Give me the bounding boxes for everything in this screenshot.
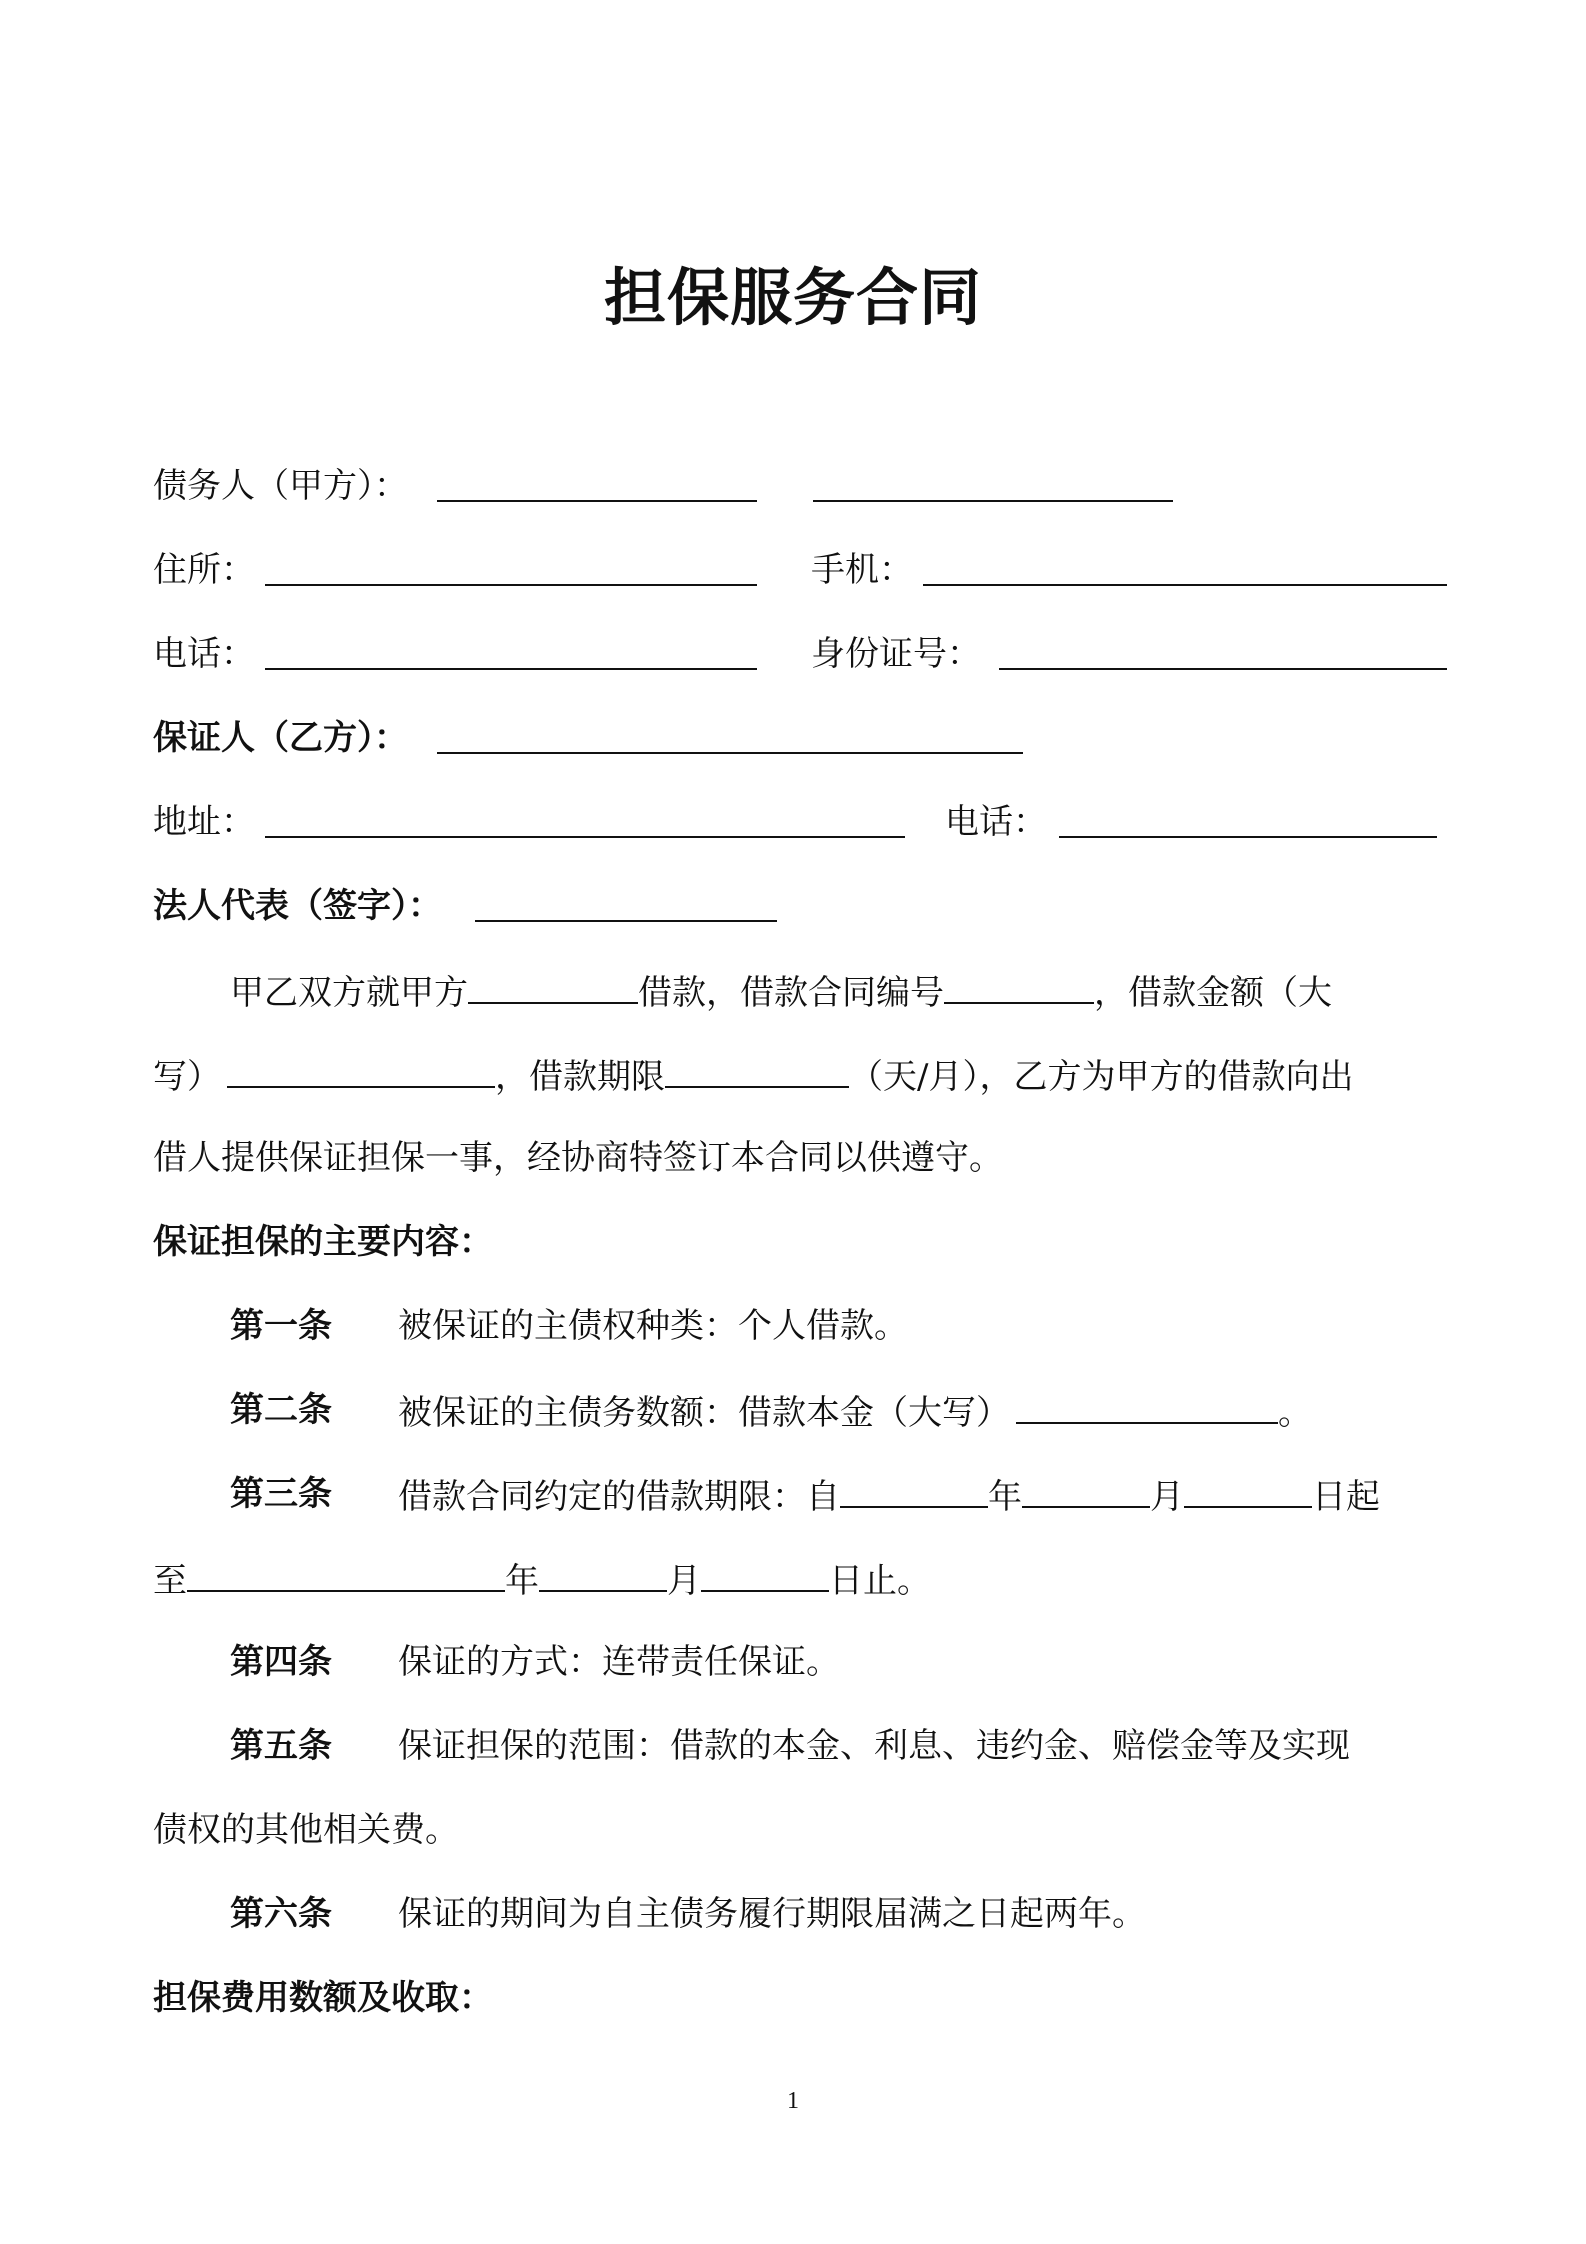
phone-label: 电话： [153, 634, 255, 674]
article-2 [230, 1382, 1450, 1438]
article-2-text: 被保证的主债务数额：借款本金（大写） [398, 1393, 1010, 1433]
guarantor-label: 保证人（乙方）： [153, 718, 408, 758]
end-year-blank[interactable] [187, 1550, 505, 1592]
debtor-name-field[interactable] [437, 458, 757, 502]
legal-rep-label: 法人代表（签字）： [153, 886, 442, 926]
article-3-text: 借款合同约定的借款期限：自 [398, 1477, 840, 1517]
legal-rep-signature-field[interactable] [475, 878, 777, 922]
article-6-text: 保证的期间为自主债务履行期限届满之日起两年。 [398, 1894, 1146, 1934]
article-6 [230, 1886, 1450, 1942]
id-number-field[interactable] [999, 626, 1447, 670]
end-month-blank[interactable] [539, 1550, 667, 1592]
month-label: 月 [1150, 1477, 1184, 1517]
phone-row [153, 626, 1453, 682]
section-heading-fees: 担保费用数额及收取： [153, 1978, 493, 2018]
article-2-number: 第二条 [230, 1390, 332, 1430]
debtor-label: 债务人（甲方）： [153, 466, 408, 506]
article-1-number: 第一条 [230, 1306, 332, 1346]
intro-line-2 [153, 1046, 1453, 1102]
intro-text-2: 借款，借款合同编号 [638, 973, 944, 1013]
article-5-number: 第五条 [230, 1726, 332, 1766]
intro-text-1: 甲乙双方就甲方 [230, 973, 468, 1013]
to-label: 至 [153, 1561, 187, 1601]
intro-line-1 [230, 962, 1450, 1018]
year-label-2: 年 [505, 1561, 539, 1601]
article-4 [230, 1634, 1450, 1690]
debtor-row [153, 458, 1453, 514]
address-label: 住所： [153, 550, 255, 590]
address-field[interactable] [265, 542, 757, 586]
intro-text-5: ，借款期限 [495, 1057, 665, 1097]
id-number-label: 身份证号： [811, 634, 981, 674]
page-number: 1 [787, 2088, 799, 2114]
intro-text-4: 写） [153, 1057, 221, 1097]
article-3 [230, 1466, 1450, 1522]
borrower-blank[interactable] [468, 962, 638, 1004]
mobile-label: 手机： [811, 550, 913, 590]
start-year-blank[interactable] [840, 1466, 988, 1508]
end-day-blank[interactable] [701, 1550, 829, 1592]
guarantor-name-field[interactable] [437, 710, 1023, 754]
section-heading-main-content: 保证担保的主要内容： [153, 1222, 493, 1262]
phone-field[interactable] [265, 626, 757, 670]
guarantor-phone-field[interactable] [1059, 794, 1437, 838]
article-5 [230, 1718, 1450, 1774]
article-6-number: 第六条 [230, 1894, 332, 1934]
address-row [153, 542, 1453, 598]
article-2-end: 。 [1278, 1393, 1312, 1433]
contract-number-blank[interactable] [944, 962, 1094, 1004]
start-day-blank[interactable] [1184, 1466, 1312, 1508]
mobile-field[interactable] [923, 542, 1447, 586]
article-4-number: 第四条 [230, 1642, 332, 1682]
article-1-text: 被保证的主债权种类：个人借款。 [398, 1306, 908, 1346]
article-1 [230, 1298, 1450, 1354]
intro-line-3: 借人提供保证担保一事，经协商特签订本合同以供遵守。 [153, 1138, 1003, 1178]
page-title: 担保服务合同 [603, 261, 982, 334]
debtor-extra-field[interactable] [813, 458, 1173, 502]
article-5-continuation: 债权的其他相关费。 [153, 1810, 459, 1850]
loan-amount-blank[interactable] [227, 1046, 495, 1088]
intro-text-3: ，借款金额（大 [1094, 973, 1332, 1013]
day-label: 日起 [1312, 1477, 1380, 1517]
intro-text-6: （天/月），乙方为甲方的借款向出 [849, 1057, 1354, 1097]
guarantor-phone-label: 电话： [945, 802, 1047, 842]
article-5-text: 保证担保的范围：借款的本金、利息、违约金、赔偿金等及实现 [398, 1726, 1350, 1766]
guarantor-address-row [153, 794, 1453, 850]
year-label: 年 [988, 1477, 1022, 1517]
article-3-line-2 [153, 1550, 1453, 1606]
guarantor-row [153, 710, 1453, 766]
article-4-text: 保证的方式：连带责任保证。 [398, 1642, 840, 1682]
legal-rep-row [153, 878, 1453, 934]
month-label-2: 月 [667, 1561, 701, 1601]
guarantor-address-field[interactable] [265, 794, 905, 838]
loan-term-blank[interactable] [665, 1046, 849, 1088]
guarantor-address-label: 地址： [153, 802, 255, 842]
article-3-number: 第三条 [230, 1474, 332, 1514]
start-month-blank[interactable] [1022, 1466, 1150, 1508]
principal-amount-blank[interactable] [1016, 1382, 1278, 1424]
end-label: 日止。 [829, 1561, 931, 1601]
